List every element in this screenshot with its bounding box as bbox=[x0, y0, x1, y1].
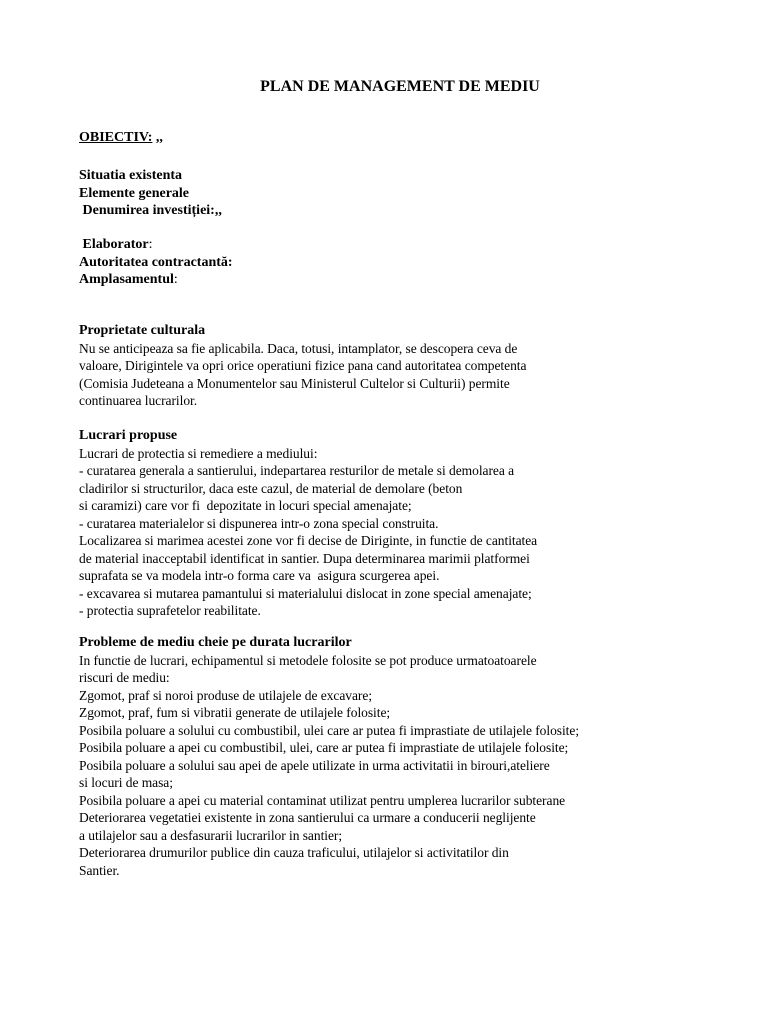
paragraph-line: Localizarea si marimea acestei zone vor fi decise de Diriginte, in functie de cantitatea bbox=[79, 533, 538, 548]
paragraph-line: Zgomot, praf si noroi produse de utilajele de excavare; bbox=[79, 687, 373, 703]
elaborator-field bbox=[79, 236, 233, 254]
amplasament-field bbox=[79, 271, 233, 289]
paragraph-line: suprafata se va modela intr-o forma care va asigura scurgerea apei. bbox=[79, 568, 440, 583]
section-heading: Proprietate culturala bbox=[79, 323, 206, 338]
section-proprietate-culturala bbox=[79, 322, 526, 410]
paragraph-line: - curatarea generala a santierului, indepartarea resturilor de metale si demolarea a bbox=[79, 463, 515, 478]
paragraph-line: (Comisia Judeteana a Monumentelor sau Ministerul Cultelor si Culturii) permite bbox=[79, 375, 510, 391]
paragraph-line: Lucrari de protectia si remediere a mediului: bbox=[79, 445, 318, 461]
paragraph-line: de material inacceptabil identificat in santier. Dupa determinarea marimii platformei bbox=[79, 550, 530, 566]
paragraph-line: Posibila poluare a solului sau apei de apele utilizate in urma activitatii in birouri,ateliere bbox=[79, 757, 550, 773]
paragraph-line: Deteriorarea drumurilor publice din cauza traficului, utilajelor si activitatilor din bbox=[79, 845, 509, 860]
paragraph-line: si locuri de masa; bbox=[79, 775, 173, 790]
elaborator-colon: : bbox=[148, 237, 153, 252]
paragraph-line: Zgomot, praf, fum si vibratii generate de utilajele folosite; bbox=[79, 705, 391, 720]
paragraph-line: Nu se anticipeaza sa fie aplicabila. Daca, totusi, intamplator, se descopera ceva de bbox=[79, 340, 518, 356]
section-lucrari-propuse bbox=[79, 427, 537, 620]
paragraph-line: Posibila poluare a apei cu material contaminat utilizat pentru umplerea lucrarilor subterane bbox=[79, 792, 566, 808]
contract-info-block bbox=[79, 236, 233, 289]
paragraph-line: - curatarea materialelor si dispunerea intr-o zona special construita. bbox=[79, 515, 439, 531]
amplasament-label: Amplasamentul bbox=[79, 272, 174, 287]
amplasament-colon: : bbox=[173, 272, 178, 287]
section-probleme-de-mediu bbox=[79, 634, 579, 879]
paragraph-line: Posibila poluare a apei cu combustibil, ulei, care ar putea fi imprastiate de utilajele folosite; bbox=[79, 740, 569, 755]
paragraph-line: Deteriorarea vegetatiei existente in zona santierului ca urmare a conducerii neglijente bbox=[79, 810, 536, 825]
elemente-heading: Elemente generale bbox=[79, 185, 190, 201]
paragraph-line: In functie de lucrari, echipamentul si metodele folosite se pot produce urmatoatoarele bbox=[79, 652, 537, 668]
page-title: PLAN DE MANAGEMENT DE MEDIU bbox=[260, 78, 540, 95]
objective-line bbox=[79, 130, 163, 146]
elaborator-label: Elaborator bbox=[79, 237, 149, 252]
autoritatea-field: Autoritatea contractantă: bbox=[79, 254, 233, 270]
general-info-block bbox=[79, 167, 222, 220]
paragraph-line: continuarea lucrarilor. bbox=[79, 393, 198, 408]
denumirea-field: Denumirea investiției:,, bbox=[79, 203, 222, 218]
paragraph-line: cladirilor si structurilor, daca este cazul, de material de demolare (beton bbox=[79, 480, 463, 496]
paragraph-line: - protectia suprafetelor reabilitate. bbox=[79, 603, 261, 618]
paragraph-line: si caramizi) care vor fi depozitate in locuri special amenajate; bbox=[79, 498, 412, 513]
paragraph-line: a utilajelor sau a desfasurarii lucrarilor in santier; bbox=[79, 827, 343, 843]
section-heading: Probleme de mediu cheie pe durata lucrarilor bbox=[79, 635, 352, 650]
section-heading: Lucrari propuse bbox=[79, 428, 178, 443]
paragraph-line: Posibila poluare a solului cu combustibil, ulei care ar putea fi imprastiate de utilajele folosite; bbox=[79, 722, 580, 738]
paragraph-line: valoare, Dirigintele va opri orice operatiuni fizice pana cand autoritatea competenta bbox=[79, 358, 527, 373]
situatia-heading: Situatia existenta bbox=[79, 168, 183, 183]
objective-value: ,, bbox=[152, 130, 163, 145]
paragraph-line: riscuri de mediu: bbox=[79, 670, 170, 685]
paragraph-line: Santier. bbox=[79, 862, 120, 878]
paragraph-line: - excavarea si mutarea pamantului si materialului dislocat in zone special amenajate; bbox=[79, 585, 532, 601]
objective-label: OBIECTIV: bbox=[79, 130, 153, 145]
